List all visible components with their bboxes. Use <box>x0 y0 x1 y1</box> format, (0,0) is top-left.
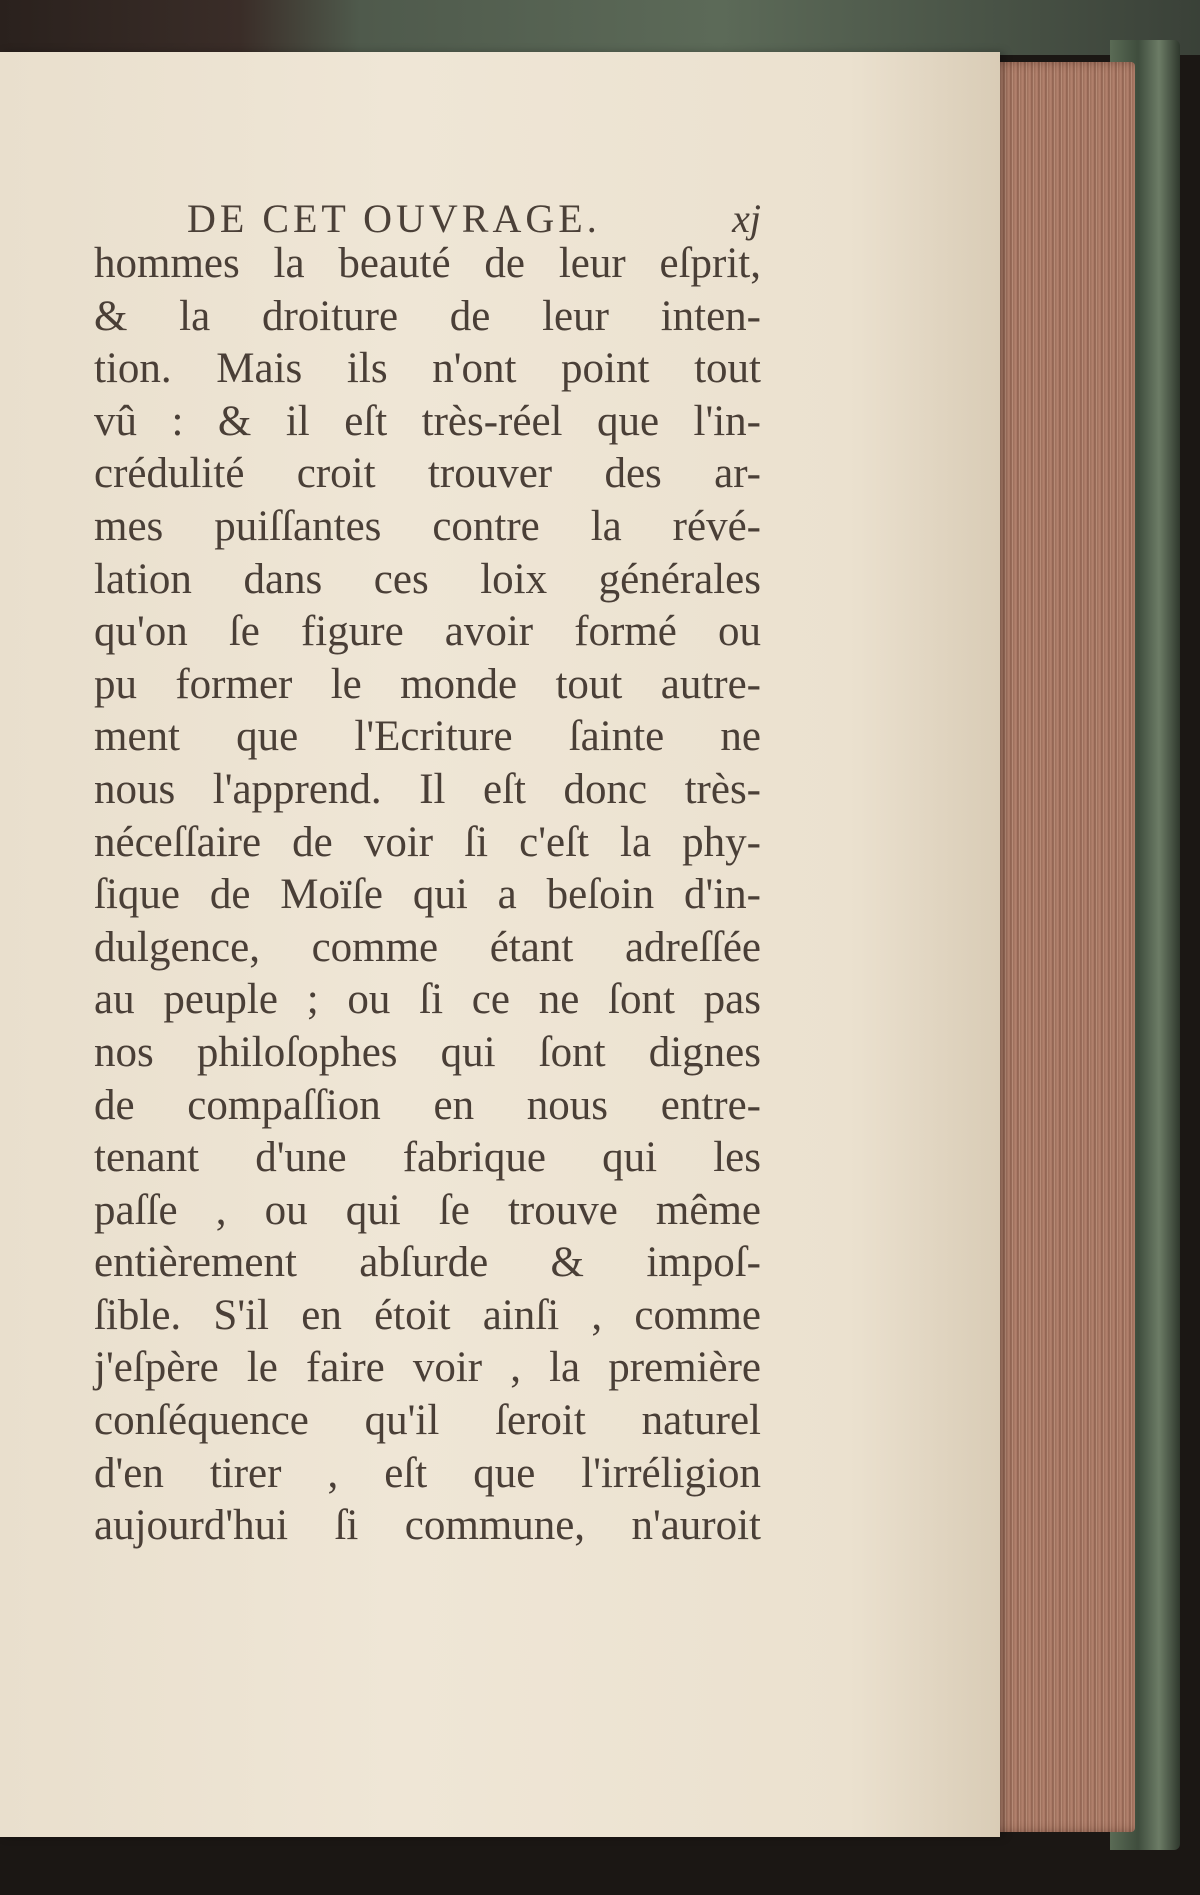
text-line: au peuple ; ou ſi ce ne ſont pas <box>94 976 761 1024</box>
running-title: DE CET OUVRAGE. <box>187 196 601 241</box>
text-line: vû : & il eſt très-réel que l'in- <box>94 397 761 445</box>
text-line: de compaſſion en nous entre- <box>94 1081 761 1129</box>
text-line: pu former le monde tout autre- <box>94 660 761 708</box>
text-line: nous l'apprend. Il eſt donc très- <box>94 765 761 813</box>
text-line: hommes la beauté de leur eſprit, <box>94 240 761 287</box>
text-line: qu'on ſe figure avoir formé ou <box>94 608 761 656</box>
text-line: dulgence, comme étant adreſſée <box>94 923 761 971</box>
text-line: ment que l'Ecriture ſainte ne <box>94 713 761 761</box>
background-top <box>0 0 1200 55</box>
page-fore-edge <box>985 62 1135 1832</box>
text-line: lation dans ces loix générales <box>94 555 761 603</box>
body-text <box>94 238 761 1553</box>
text-line: néceſſaire de voir ſi c'eſt la phy- <box>94 818 761 866</box>
text-line: tion. Mais ils n'ont point tout <box>94 345 761 393</box>
page-number: xj <box>732 196 761 241</box>
text-line: paſſe , ou qui ſe trouve même <box>94 1186 761 1234</box>
text-line: crédulité croit trouver des ar- <box>94 450 761 498</box>
text-line: entièrement abſurde & impoſ- <box>94 1239 761 1287</box>
text-line: aujourd'hui ſi commune, n'auroit <box>94 1502 761 1550</box>
text-line: & la droiture de leur inten- <box>94 292 761 340</box>
text-line: ſible. S'il en étoit ainſi , comme <box>94 1291 761 1339</box>
running-header <box>187 195 761 243</box>
text-line: conſéquence qu'il ſeroit naturel <box>94 1397 761 1445</box>
text-line: j'eſpère le faire voir , la première <box>94 1344 761 1392</box>
text-line: nos philoſophes qui ſont dignes <box>94 1028 761 1076</box>
text-line: tenant d'une fabrique qui les <box>94 1134 761 1182</box>
text-line: d'en tirer , eſt que l'irréligion <box>94 1449 761 1497</box>
text-line: mes puiſſantes contre la révé- <box>94 502 761 550</box>
text-line: ſique de Moïſe qui a beſoin d'in- <box>94 871 761 919</box>
